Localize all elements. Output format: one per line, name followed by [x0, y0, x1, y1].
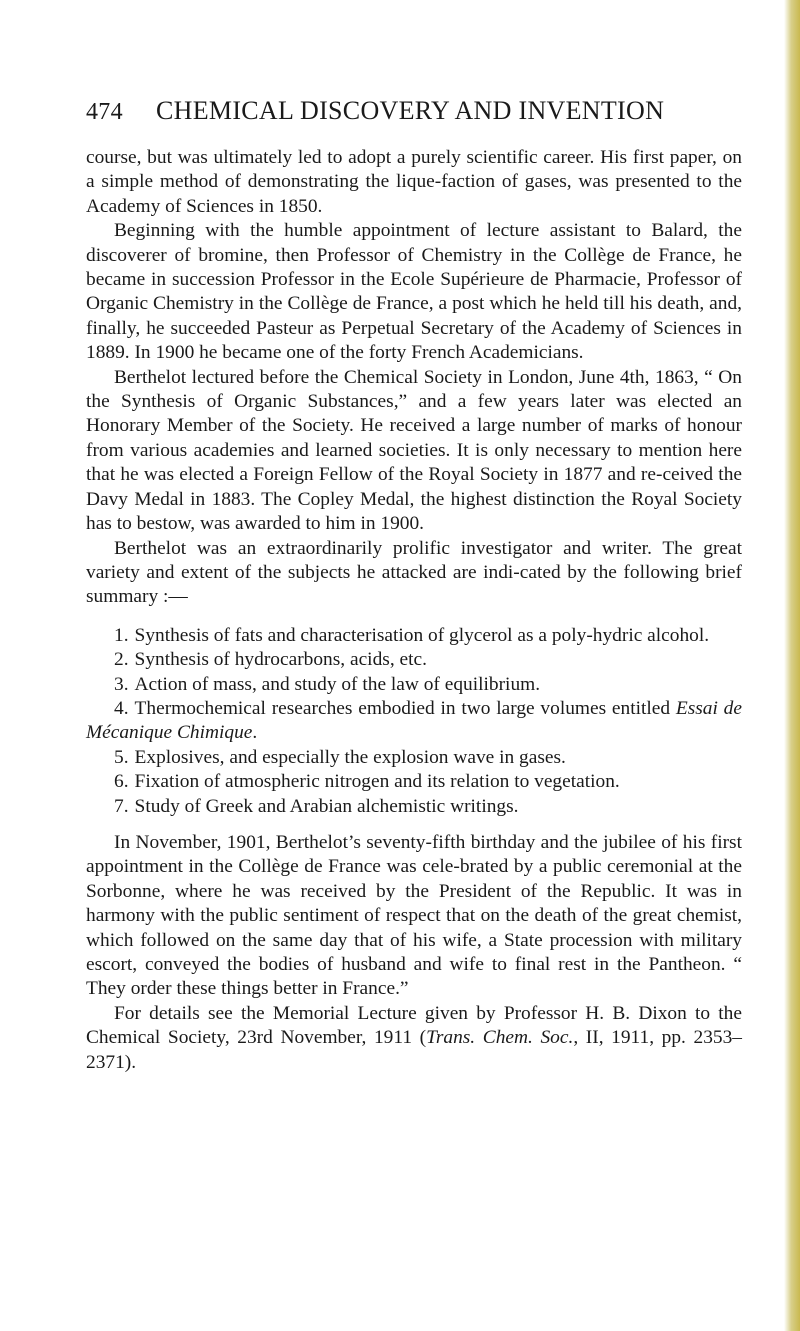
- journal-title: Trans. Chem. Soc.: [426, 1027, 574, 1049]
- list-item-number: 7.: [114, 795, 129, 817]
- list-item-text: Action of mass, and study of the law of equilibrium.: [134, 673, 541, 695]
- book-page: [86, 96, 742, 1075]
- running-title: CHEMICAL DISCOVERY AND INVENTION: [156, 96, 665, 125]
- list-item-number: 6.: [114, 771, 129, 793]
- paragraph-career: course, but was ultimately led to adopt a purely scientific career. His first paper, on a simple method of demonstrating the lique-faction of gases, was presented to the Academy of Sciences in 1850.: [86, 147, 742, 217]
- reference-text-end: , II, 1911, pp. 2353–2371).: [86, 1027, 742, 1073]
- list-item-number: 2.: [114, 649, 129, 671]
- paragraph-prolific: Berthelot was an extraordinarily prolific investigator and writer. The great variety and extent of the subjects he attacked are indi-cated by the following brief summary :—: [86, 537, 742, 608]
- running-header: [86, 96, 742, 126]
- list-item-text: Study of Greek and Arabian alchemistic writings.: [134, 795, 519, 817]
- paragraph-references: [86, 1002, 742, 1075]
- list-item-number: 4.: [114, 697, 129, 719]
- list-item-text-end: .: [252, 722, 258, 744]
- book-title: Essai de Mécanique Chimique: [86, 697, 742, 744]
- list-item-text: Synthesis of fats and characterisation of glycerol as a poly-hydric alcohol.: [134, 624, 710, 646]
- list-item-number: 1.: [114, 624, 129, 646]
- list-item-number: 5.: [114, 746, 129, 768]
- list-item: [86, 648, 742, 672]
- list-item: [86, 795, 742, 819]
- paragraph-jubilee: In November, 1901, Berthelot’s seventy-fifth birthday and the jubilee of his first appointment in the Collège de France was cele-brated by a public ceremonial at the Sorbonne, where he was received by the President of the Republic. It was in harmony with the public sentiment of respect that on the death of the great chemist, which followed on the same day that of his wife, a State procession with military escort, conveyed the bodies of husband and wife to final rest in the Pantheon. “ They order these things better in France.”: [86, 831, 742, 1000]
- list-item: [86, 770, 742, 794]
- reference-text: For details see the Memorial Lecture given by Professor H. B. Dixon to the Chemical Society, 23rd November, 1911 (: [86, 1002, 742, 1049]
- page-number: 474: [86, 99, 123, 125]
- paragraph-appointments: Beginning with the humble appointment of lecture assistant to Balard, the discoverer of bromine, then Professor of Chemistry in the Collège de France, he became in succession Professor in the Ecole Supérieure de Pharmacie, Professor of Organic Chemistry in the Collège de France, a post which he held till his death, and, finally, he succeeded Pasteur as Perpetual Secretary of the Academy of Sciences in 1889. In 1900 he became one of the forty French Academicians.: [86, 220, 742, 364]
- research-summary-list: [86, 624, 742, 819]
- list-item-text: Synthesis of hydrocarbons, acids, etc.: [134, 649, 427, 671]
- list-item-text: Fixation of atmospheric nitrogen and its relation to vegetation.: [134, 771, 620, 793]
- paragraph-honours: Berthelot lectured before the Chemical Society in London, June 4th, 1863, “ On the Synthesis of Organic Substances,” and a few years later was elected an Honorary Member of the Society. He received a large number of marks of honour from various academies and learned societies. It is only necessary to mention here that he was elected a Foreign Fellow of the Royal Society in 1877 and re-ceived the Davy Medal in 1883. The Copley Medal, the highest distinction the Royal Society has to bestow, was awarded to him in 1900.: [86, 366, 742, 535]
- list-item: [86, 624, 742, 648]
- list-item-text: Explosives, and especially the explosion wave in gases.: [134, 746, 566, 768]
- list-item: [86, 746, 742, 770]
- list-item: [86, 673, 742, 697]
- list-item-text: Thermochemical researches embodied in two large volumes entitled: [134, 697, 676, 719]
- list-item: [86, 697, 742, 746]
- list-item-number: 3.: [114, 673, 129, 695]
- page-edge: [784, 0, 800, 1331]
